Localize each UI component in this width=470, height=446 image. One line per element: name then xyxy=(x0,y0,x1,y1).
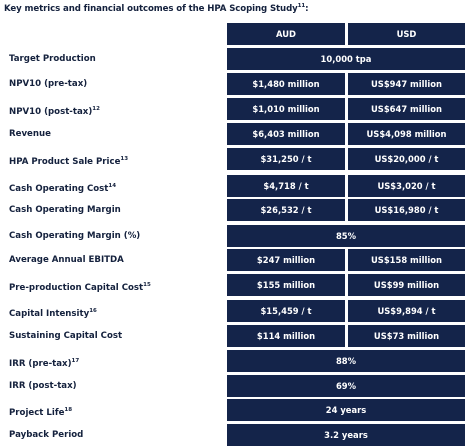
table-row xyxy=(0,325,470,347)
table-row xyxy=(0,148,470,170)
column-header-aud: AUD xyxy=(227,23,345,45)
table-row xyxy=(0,225,470,247)
table-row xyxy=(0,300,470,322)
value-cell-merged: 88% xyxy=(227,350,465,372)
table-row xyxy=(0,424,470,446)
value-cell-aud: $1,480 million xyxy=(227,73,345,95)
value-cell-usd: US$4,098 million xyxy=(348,123,465,145)
row-label: Cash Operating Margin (%) xyxy=(9,231,141,241)
value-cell-aud: $26,532 / t xyxy=(227,199,345,221)
value-cell-usd: US$3,020 / t xyxy=(348,175,465,197)
value-cell-aud: $1,010 million xyxy=(227,98,345,120)
row-label: Cash Operating Margin xyxy=(9,205,121,215)
value-cell-merged: 3.2 years xyxy=(227,424,465,446)
value-cell-merged: 85% xyxy=(227,225,465,247)
value-cell-usd: US$20,000 / t xyxy=(348,148,465,170)
value-cell-aud: $6,403 million xyxy=(227,123,345,145)
table-row xyxy=(0,123,470,145)
value-cell-aud: $15,459 / t xyxy=(227,300,345,322)
table-row xyxy=(0,375,470,397)
value-cell-usd: US$16,980 / t xyxy=(348,199,465,221)
row-label: Target Production xyxy=(9,54,96,64)
row-label: IRR (post-tax) xyxy=(9,381,77,391)
value-cell-aud: $4,718 / t xyxy=(227,175,345,197)
table-row xyxy=(0,249,470,271)
column-header-usd: USD xyxy=(348,23,465,45)
row-label: Payback Period xyxy=(9,430,84,440)
value-cell-usd: US$99 million xyxy=(348,274,465,296)
row-label: Revenue xyxy=(9,129,51,139)
row-label: IRR $(pre-tax)^{17}$ xyxy=(9,358,80,369)
row-label: HPA Product Sale Price$^{13}$ xyxy=(9,156,129,167)
value-cell-usd: US$73 million xyxy=(348,325,465,347)
value-cell-merged: 69% xyxy=(227,375,465,397)
row-label: Capital Intensity$^{16}$ xyxy=(9,308,97,319)
table-row xyxy=(0,399,470,421)
value-cell-merged: 10,000 tpa xyxy=(227,48,465,70)
row-label: Pre-production Capital Cost$^{15}$ xyxy=(9,282,151,293)
row-label: NPV10 (pre-tax) xyxy=(9,79,88,89)
row-label: Project Life$^{18}$ xyxy=(9,407,73,418)
value-cell-merged: 24 years xyxy=(227,399,465,421)
header-row xyxy=(0,23,470,45)
table-row xyxy=(0,274,470,296)
row-label: Sustaining Capital Cost xyxy=(9,331,123,341)
table-row xyxy=(0,175,470,197)
value-cell-aud: $114 million xyxy=(227,325,345,347)
table-row xyxy=(0,350,470,372)
table-row xyxy=(0,73,470,95)
table-row xyxy=(0,98,470,120)
row-label: Average Annual EBITDA xyxy=(9,255,124,265)
value-cell-usd: US$158 million xyxy=(348,249,465,271)
value-cell-aud: $31,250 / t xyxy=(227,148,345,170)
value-cell-aud: $247 million xyxy=(227,249,345,271)
value-cell-usd: US$9,894 / t xyxy=(348,300,465,322)
row-label: Cash Operating Cost$^{14}$ xyxy=(9,183,117,194)
value-cell-usd: US$947 million xyxy=(348,73,465,95)
value-cell-aud: $155 million xyxy=(227,274,345,296)
table-row xyxy=(0,48,470,70)
row-label: NPV10 (post-tax)$^{12}$ xyxy=(9,106,100,117)
value-cell-usd: US$647 million xyxy=(348,98,465,120)
table-title: Key metrics and financial outcomes of the HPA Scoping Study$^{11}$: xyxy=(4,3,309,14)
table-row xyxy=(0,199,470,221)
